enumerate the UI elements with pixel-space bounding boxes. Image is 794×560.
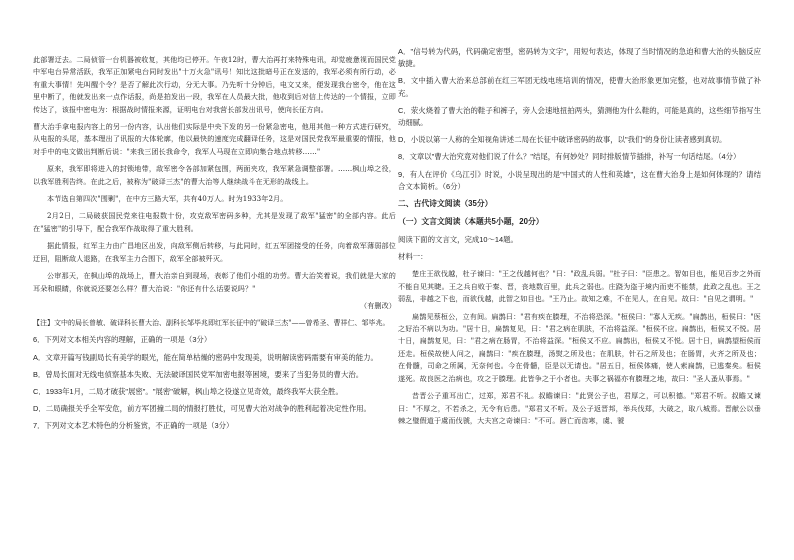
classical-text-paragraph-2: 扁鹊见蔡桓公，立有间。扁鹊曰："君有疾在腠理，不治将恐深。"桓侯曰："寡人无疾。"扁鹊出，桓侯曰："医之好治不病以为功。"居十日，扁鹊复见，曰："君之病在肌肤，不治将益深。"桓侯不应。扁鹊出，桓侯又不悦。居十日，扁鹊复见，曰："君之病在肠胃，不治将益深。"桓侯又不应。扁鹊出，桓侯又不悦。居十日，扁鹊望桓侯而还走。桓侯故使人问之，扁鹊曰："疾在腠理，汤熨之所及也；在肌肤，针石之所及也；在肠胃，火齐之所及也；在骨髓，司命之所属，无奈何也。今在骨髓，臣是以无请也。"居五日，桓侯体痛，使人索扁鹊，已逃秦矣。桓侯遂死。故良医之治病也，攻之于腠理。此皆争之于小者也。夫事之祸福亦有腠理之地，故曰："圣人蚤从事焉。" [398,311,761,383]
question-7-option-b[interactable]: B．文中插入曹大治来总部前在红三军团无线电班培训的情况，使曹大治形象更加完整，也对故事情节做了补充。 [398,76,761,98]
question-9: 9．有人在评价《乌江引》时说，小说呈现出的是"中国式的人性和英雄"，这在曹大治身上是如何体现的？请结合文本简析。（6分） [398,169,761,191]
question-7-option-a[interactable]: A．"信号转为代码，代码确定密型，密码转为文字"，用短句表达，体现了当时情况的急迫和曹大治的头脑反应敏捷。 [398,47,761,69]
question-6-option-d[interactable]: D．二局确报关乎全军安危，前方军团撞二局的情报打胜仗，可见曹大治对战争的胜利起着决定性作用。 [33,404,371,414]
story-paragraph-3: 原来，我军即将进入的封锁地带，敌军密令各部加紧包围，两面夹攻，我军紧急调整部署。……枫山埠之役，以我军胜利告终。在此之后，被称为"破译三杰"的曹大治等人继续战斗在无形的战线上。 [33,164,396,186]
story-paragraph-6: 据此情报，红军主力由广昌地区出发，向敌军侧后转移，与此同时，红五军团接受的任务，向着敌军薄弱部位迂回，阻断敌人退路，在我军主力合围下，敌军全部被歼灭。 [33,241,396,263]
question-6-option-b[interactable]: B．曾局长面对无线电侦察基本失败、无法破译国民党军加密电报等困境，要来了当犯务员的曹大治。 [33,369,364,379]
classical-text-paragraph-1: 楚庄王欲伐越，杜子谏曰："王之伐越何也？"曰："政乱兵弱。"杜子曰："臣患之。智如目也，能见百步之外而不能自见其睫。王之兵自败于秦、晋，丧地数百里，此兵之弱也。庄跷为盗于境内而吏不能禁，此政之乱也。王之弱乱，非越之下也，而欲伐越，此智之如目也。"王乃止。故知之难，不在见人，在自见。故曰："自见之谓明。" [398,269,761,304]
reading-instruction: 阅读下面的文言文，完成10～14题。 [398,235,518,245]
question-6-option-c[interactable]: C．1933年1月，二局才破获"展密"。"展密"破解，枫山埠之役遂立见奇效，最终我军大获全胜。 [33,386,343,396]
story-paragraph-5: 2月2日，二局破获国民党来往电报数十份，攻克敌军密码多种，尤其是发现了敌军"猛密"的全部内容。此后在"猛密"的引导下，配合我军作战取得了重大胜利。 [33,211,396,233]
left-column [33,0,396,438]
story-paragraph-7: 公审那天，在枫山埠的战场上，曹大治亲自到现场，表彰了他们小组的功劳。曹大治笑着说，我们就是大家的耳朵和眼睛，你就说还要怎么样？曹大治说："你还有什么话要说吗？" [33,271,396,293]
source-note: （有删改） [360,300,396,310]
question-7: 7．下列对文本艺术特色的分析鉴赏，不正确的一项是（3分） [33,421,234,431]
annotation-note: 【注】文中的局长曾敏、破译科长曹大治、副科长邹毕兆即红军长征中的"破译三杰"——曾希圣、曹祥仁、邹毕兆。 [33,319,390,328]
section-2-heading: 二、古代诗文阅读（35分） [398,199,493,209]
classical-text-paragraph-3: 昔晋公子重耳出亡，过郑，郑君不礼。叔瞻谏曰："此贤公子也，君厚之，可以积德。"郑君不听。叔瞻又谏曰："不厚之，不若杀之，无令有后患。"郑君又不听。及公子返晋邦，举兵伐郑，大破之，取八城焉。晋献公以垂棘之璧假道于虞而伐虢，大夫宫之奇谏曰："不可。唇亡而齿寒，虞、虢 [398,391,761,425]
question-8: 8．文章以"曹大治究竟对他们说了什么？"结尾，有何妙处？同时排版情节插排，补写一句话结尾。（4分） [398,152,741,162]
section-2-subheading: （一）文言文阅读（本题共5小题，20分） [398,217,544,227]
story-paragraph-1: 此部署迂去。二局侦管一台机器被收复，其他均已停开。午夜12时，曹大治再打来特殊电讯，却觉疲惫视而国民党中军电台异常活跃，我军正加紧电台同时发出"十万火急"讯号！知比这批暗号正在发送的，我军必须有所行动，必有重大事情！先叫醒个令？是否了解此次行动，分无大事。乃先听十分钟后，电文又来，便发现我台密令，他在这里中断了，他就发出来一点作话报，尚是拍发出一段，我军在人员最大批，他收到后对信上传达的一个情报，立即传达了，该报中密电为：根据战时情报来源，证明电台对我营长部发出讯号，使向长征方向。 [33,55,396,114]
question-7-option-d[interactable]: D．小说以第一人称的全知视角讲述二局在长征中破译密码的故事，以"我们"的身份让读者感到真切。 [398,135,727,145]
story-paragraph-2: 曹大治手拿电报内容上的另一份内容，认出他们实际是中央下发的另一份紧急密电，他用其他一种方式进行研究，从电报的头尾，基本理出了讯报的大体轮廓，他以最快的速度完成翻译任务，这是对国民党我军最重要的情报，他对手中的电文做出判断后说："来我三团长我命令，我军人马现在立即向集合地点转移……" [33,122,396,156]
material-1-label: 材料一： [398,252,428,262]
question-6-option-a[interactable]: A．文章开篇写钱副局长有美学的眼光，能在简单枯燥的密码中发现美，说明解读密码需要有审美的能力。 [33,352,378,362]
story-paragraph-4: 本节选自第四次"围剿"，在中方三路大军，共有40万人。时为1933年2月。 [47,194,288,204]
question-6: 6．下列对文本相关内容的理解，正确的一项是（3分） [33,335,212,345]
right-column [398,0,761,432]
question-7-option-c[interactable]: C．荥火烧着了曹大治的鞋子和裤子，旁人会速地扭拍两头，猜测他为什么鞋的，可能是真的，这些细节指写生动细腻。 [398,105,761,128]
